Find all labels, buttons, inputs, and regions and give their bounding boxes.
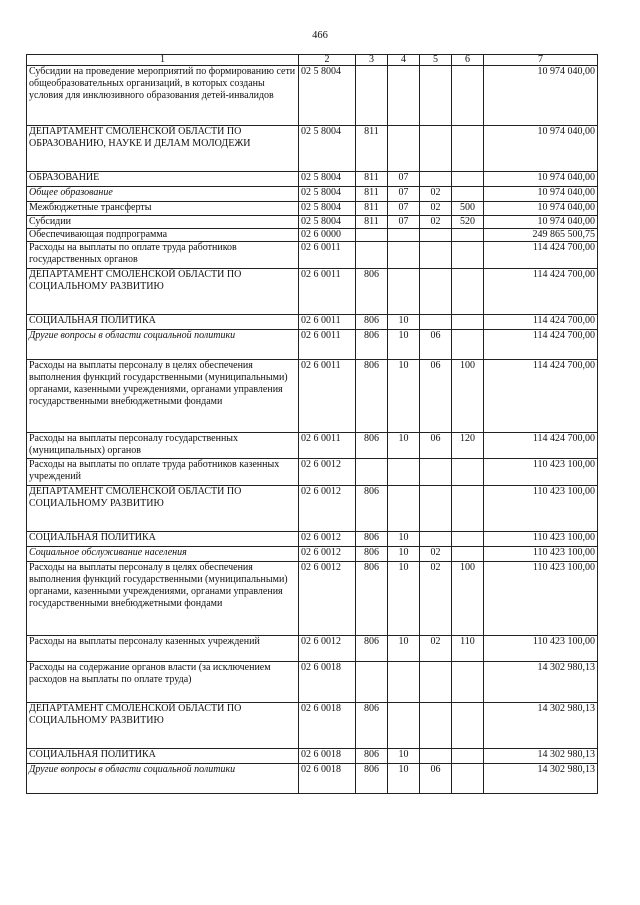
expense-type-code <box>452 662 484 703</box>
expense-type-code <box>452 764 484 794</box>
admin-code <box>356 242 388 269</box>
target-article-code: 02 6 0011 <box>299 330 356 360</box>
row-name: СОЦИАЛЬНАЯ ПОЛИТИКА <box>27 749 299 764</box>
subsection-code <box>420 242 452 269</box>
admin-code: 806 <box>356 360 388 433</box>
subsection-code <box>420 315 452 330</box>
admin-code: 806 <box>356 703 388 749</box>
target-article-code: 02 6 0012 <box>299 636 356 662</box>
expense-type-code: 100 <box>452 562 484 636</box>
admin-code: 806 <box>356 749 388 764</box>
subsection-code: 06 <box>420 764 452 794</box>
expense-type-code <box>452 66 484 126</box>
target-article-code: 02 6 0012 <box>299 562 356 636</box>
expense-type-code <box>452 187 484 202</box>
admin-code: 806 <box>356 433 388 459</box>
column-header: 1 <box>27 55 299 66</box>
section-code: 10 <box>388 360 420 433</box>
section-code <box>388 662 420 703</box>
table-row <box>27 242 598 269</box>
row-name: СОЦИАЛЬНАЯ ПОЛИТИКА <box>27 315 299 330</box>
column-header: 3 <box>356 55 388 66</box>
expense-type-code <box>452 330 484 360</box>
amount: 110 423 100,00 <box>484 562 598 636</box>
expense-type-code <box>452 532 484 547</box>
section-code <box>388 229 420 242</box>
target-article-code: 02 6 0012 <box>299 459 356 486</box>
expense-type-code <box>452 126 484 172</box>
table-row <box>27 216 598 229</box>
subsection-code: 02 <box>420 216 452 229</box>
admin-code <box>356 229 388 242</box>
amount: 14 302 980,13 <box>484 703 598 749</box>
row-name: Расходы на выплаты персоналу казенных учреждений <box>27 636 299 662</box>
amount: 110 423 100,00 <box>484 547 598 562</box>
expense-type-code <box>452 172 484 187</box>
amount: 14 302 980,13 <box>484 662 598 703</box>
target-article-code: 02 6 0000 <box>299 229 356 242</box>
admin-code: 811 <box>356 172 388 187</box>
admin-code: 811 <box>356 126 388 172</box>
target-article-code: 02 6 0018 <box>299 764 356 794</box>
column-header: 4 <box>388 55 420 66</box>
expense-type-code <box>452 269 484 315</box>
admin-code: 806 <box>356 562 388 636</box>
section-code: 07 <box>388 202 420 216</box>
admin-code: 806 <box>356 532 388 547</box>
subsection-code <box>420 703 452 749</box>
row-name: Расходы на содержание органов власти (за исключением расходов на выплаты по оплате труда) <box>27 662 299 703</box>
table-row <box>27 360 598 433</box>
subsection-code: 06 <box>420 360 452 433</box>
target-article-code: 02 5 8004 <box>299 202 356 216</box>
expense-type-code <box>452 547 484 562</box>
row-name: ДЕПАРТАМЕНТ СМОЛЕНСКОЙ ОБЛАСТИ ПО СОЦИАЛЬНОМУ РАЗВИТИЮ <box>27 486 299 532</box>
target-article-code: 02 6 0011 <box>299 433 356 459</box>
expense-type-code: 120 <box>452 433 484 459</box>
admin-code <box>356 459 388 486</box>
amount: 110 423 100,00 <box>484 532 598 547</box>
table-row <box>27 636 598 662</box>
column-number-row <box>27 55 598 66</box>
admin-code: 806 <box>356 764 388 794</box>
table-row <box>27 269 598 315</box>
row-name: Другие вопросы в области социальной политики <box>27 764 299 794</box>
expense-type-code: 500 <box>452 202 484 216</box>
subsection-code <box>420 486 452 532</box>
admin-code: 806 <box>356 486 388 532</box>
amount: 114 424 700,00 <box>484 360 598 433</box>
row-name: Межбюджетные трансферты <box>27 202 299 216</box>
admin-code <box>356 66 388 126</box>
row-name: Расходы на выплаты персоналу государственных (муниципальных) органов <box>27 433 299 459</box>
admin-code: 806 <box>356 636 388 662</box>
row-name: ДЕПАРТАМЕНТ СМОЛЕНСКОЙ ОБЛАСТИ ПО ОБРАЗОВАНИЮ, НАУКЕ И ДЕЛАМ МОЛОДЕЖИ <box>27 126 299 172</box>
expense-type-code <box>452 315 484 330</box>
table-row <box>27 662 598 703</box>
section-code: 10 <box>388 547 420 562</box>
target-article-code: 02 6 0011 <box>299 360 356 433</box>
section-code <box>388 66 420 126</box>
section-code: 10 <box>388 636 420 662</box>
table-row <box>27 532 598 547</box>
amount: 14 302 980,13 <box>484 749 598 764</box>
expense-type-code: 110 <box>452 636 484 662</box>
target-article-code: 02 5 8004 <box>299 126 356 172</box>
subsection-code: 02 <box>420 187 452 202</box>
admin-code: 806 <box>356 547 388 562</box>
amount: 114 424 700,00 <box>484 269 598 315</box>
table-row <box>27 547 598 562</box>
section-code <box>388 459 420 486</box>
amount: 114 424 700,00 <box>484 242 598 269</box>
table-row <box>27 459 598 486</box>
section-code: 10 <box>388 315 420 330</box>
section-code: 10 <box>388 532 420 547</box>
section-code: 10 <box>388 330 420 360</box>
row-name: Обеспечивающая подпрограмма <box>27 229 299 242</box>
section-code <box>388 126 420 172</box>
admin-code: 811 <box>356 187 388 202</box>
table-row <box>27 486 598 532</box>
table-row <box>27 126 598 172</box>
row-name: Расходы на выплаты по оплате труда работников государственных органов <box>27 242 299 269</box>
row-name: Субсидии на проведение мероприятий по формированию сети общеобразовательных организаций, в которых созданы условия для инклюзивного образования детей-инвалидов <box>27 66 299 126</box>
expense-type-code <box>452 486 484 532</box>
target-article-code: 02 5 8004 <box>299 216 356 229</box>
subsection-code <box>420 172 452 187</box>
row-name: Другие вопросы в области социальной политики <box>27 330 299 360</box>
amount: 10 974 040,00 <box>484 126 598 172</box>
subsection-code <box>420 229 452 242</box>
amount: 110 423 100,00 <box>484 636 598 662</box>
subsection-code: 02 <box>420 562 452 636</box>
subsection-code: 06 <box>420 330 452 360</box>
target-article-code: 02 6 0012 <box>299 532 356 547</box>
target-article-code: 02 6 0018 <box>299 749 356 764</box>
section-code: 07 <box>388 216 420 229</box>
row-name: ДЕПАРТАМЕНТ СМОЛЕНСКОЙ ОБЛАСТИ ПО СОЦИАЛЬНОМУ РАЗВИТИЮ <box>27 269 299 315</box>
row-name: Расходы на выплаты персоналу в целях обеспечения выполнения функций государственными (муниципальными) органами, казенными учреждениями, органами управления государственными внебюджетными фондами <box>27 360 299 433</box>
admin-code: 806 <box>356 315 388 330</box>
target-article-code: 02 6 0012 <box>299 486 356 532</box>
expense-type-code <box>452 703 484 749</box>
target-article-code: 02 5 8004 <box>299 172 356 187</box>
table-row <box>27 229 598 242</box>
row-name: СОЦИАЛЬНАЯ ПОЛИТИКА <box>27 532 299 547</box>
amount: 10 974 040,00 <box>484 172 598 187</box>
section-code: 10 <box>388 749 420 764</box>
amount: 110 423 100,00 <box>484 459 598 486</box>
column-header: 5 <box>420 55 452 66</box>
admin-code: 811 <box>356 216 388 229</box>
table-row <box>27 764 598 794</box>
admin-code: 806 <box>356 330 388 360</box>
section-code <box>388 486 420 532</box>
section-code: 07 <box>388 187 420 202</box>
admin-code <box>356 662 388 703</box>
row-name: Расходы на выплаты по оплате труда работников казенных учреждений <box>27 459 299 486</box>
admin-code: 811 <box>356 202 388 216</box>
page-number: 466 <box>312 30 328 41</box>
column-header: 6 <box>452 55 484 66</box>
column-header: 2 <box>299 55 356 66</box>
column-header: 7 <box>484 55 598 66</box>
section-code: 10 <box>388 764 420 794</box>
table-row <box>27 703 598 749</box>
target-article-code: 02 6 0018 <box>299 703 356 749</box>
expense-type-code: 100 <box>452 360 484 433</box>
table-row <box>27 172 598 187</box>
budget-table <box>26 54 598 794</box>
table-row <box>27 562 598 636</box>
row-name: Расходы на выплаты персоналу в целях обеспечения выполнения функций государственными (муниципальными) органами, казенными учреждениями, органами управления государственными внебюджетными фондами <box>27 562 299 636</box>
table-row <box>27 749 598 764</box>
subsection-code <box>420 532 452 547</box>
section-code: 07 <box>388 172 420 187</box>
table-row <box>27 315 598 330</box>
row-name: ДЕПАРТАМЕНТ СМОЛЕНСКОЙ ОБЛАСТИ ПО СОЦИАЛЬНОМУ РАЗВИТИЮ <box>27 703 299 749</box>
row-name: Общее образование <box>27 187 299 202</box>
target-article-code: 02 6 0018 <box>299 662 356 703</box>
amount: 10 974 040,00 <box>484 66 598 126</box>
amount: 114 424 700,00 <box>484 315 598 330</box>
subsection-code: 02 <box>420 547 452 562</box>
table-row <box>27 433 598 459</box>
subsection-code <box>420 126 452 172</box>
amount: 10 974 040,00 <box>484 216 598 229</box>
expense-type-code <box>452 242 484 269</box>
target-article-code: 02 6 0011 <box>299 242 356 269</box>
amount: 249 865 500,75 <box>484 229 598 242</box>
section-code <box>388 703 420 749</box>
table-row <box>27 202 598 216</box>
table-row <box>27 187 598 202</box>
row-name: ОБРАЗОВАНИЕ <box>27 172 299 187</box>
section-code <box>388 269 420 315</box>
budget-table-body <box>27 66 598 794</box>
expense-type-code <box>452 459 484 486</box>
amount: 114 424 700,00 <box>484 433 598 459</box>
subsection-code <box>420 459 452 486</box>
subsection-code <box>420 662 452 703</box>
target-article-code: 02 5 8004 <box>299 187 356 202</box>
amount: 10 974 040,00 <box>484 187 598 202</box>
section-code: 10 <box>388 562 420 636</box>
subsection-code <box>420 749 452 764</box>
row-name: Субсидии <box>27 216 299 229</box>
section-code: 10 <box>388 433 420 459</box>
amount: 10 974 040,00 <box>484 202 598 216</box>
row-name: Социальное обслуживание населения <box>27 547 299 562</box>
subsection-code <box>420 66 452 126</box>
subsection-code <box>420 269 452 315</box>
amount: 110 423 100,00 <box>484 486 598 532</box>
target-article-code: 02 6 0011 <box>299 269 356 315</box>
expense-type-code: 520 <box>452 216 484 229</box>
subsection-code: 02 <box>420 636 452 662</box>
target-article-code: 02 5 8004 <box>299 66 356 126</box>
section-code <box>388 242 420 269</box>
table-row <box>27 66 598 126</box>
expense-type-code <box>452 229 484 242</box>
target-article-code: 02 6 0012 <box>299 547 356 562</box>
target-article-code: 02 6 0011 <box>299 315 356 330</box>
admin-code: 806 <box>356 269 388 315</box>
amount: 14 302 980,13 <box>484 764 598 794</box>
subsection-code: 02 <box>420 202 452 216</box>
amount: 114 424 700,00 <box>484 330 598 360</box>
subsection-code: 06 <box>420 433 452 459</box>
expense-type-code <box>452 749 484 764</box>
table-row <box>27 330 598 360</box>
